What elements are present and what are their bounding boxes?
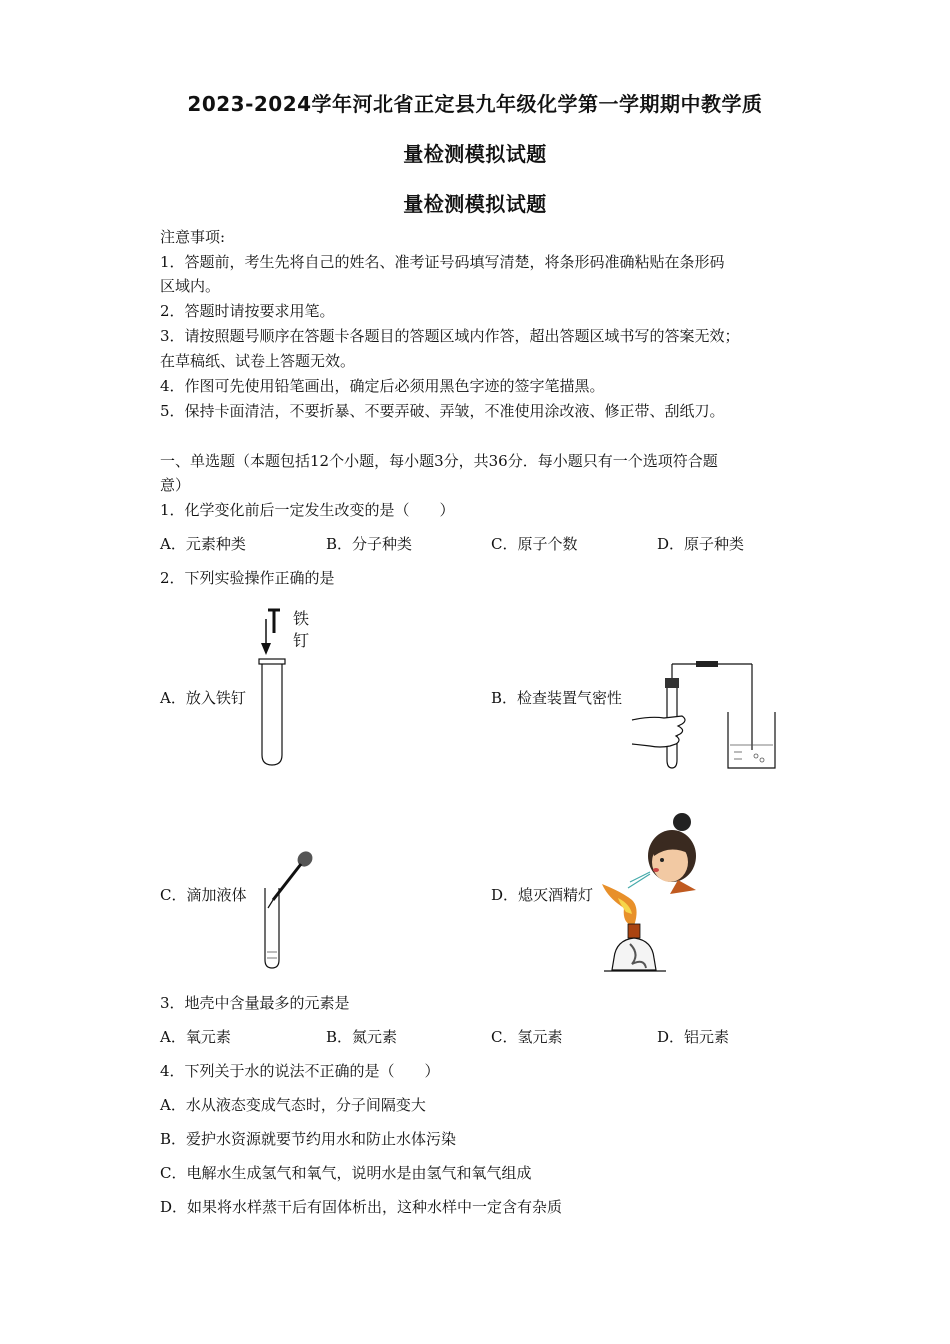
q3-option-d: D．铝元素 (657, 1028, 730, 1046)
q3-option-c: C．氢元素 (491, 1028, 563, 1046)
question-3-stem: 3．地壳中含量最多的元素是 (160, 994, 350, 1012)
q4-option-a: A．水从液态变成气态时，分子间隔变大 (160, 1096, 426, 1114)
dropper-figure (255, 848, 320, 973)
notice-item: 5．保持卡面清洁，不要折暴、不要弄破、弄皱，不准使用涂改液、修正带、刮纸刀。 (160, 402, 725, 420)
q1-option-d: D．原子种类 (657, 535, 745, 553)
q1-option-b: B．分子种类 (326, 535, 413, 553)
page-title-line-1: 2023-2024学年河北省正定县九年级化学第一学期期中教学质 (187, 92, 763, 116)
notice-item: 4．作图可先使用铅笔画出，确定后必须用黑色字迹的签字笔描黑。 (160, 377, 605, 395)
notice-item: 在草稿纸、试卷上答题无效。 (160, 352, 356, 370)
nail-label-char-2: 钉 (292, 631, 309, 650)
notice-item: 区域内。 (160, 277, 221, 295)
page-title-line-3: 量检测模拟试题 (403, 192, 547, 216)
q4-option-b: B．爱护水资源就要节约用水和防止水体污染 (160, 1130, 457, 1148)
q2-option-a-label: A．放入铁钉 (160, 689, 246, 707)
question-4-stem: 4．下列关于水的说法不正确的是（ ） (160, 1062, 440, 1080)
question-2-stem: 2．下列实验操作正确的是 (160, 569, 335, 587)
q2-option-d-label: D．熄灭酒精灯 (491, 886, 594, 904)
page-title-line-2: 量检测模拟试题 (403, 142, 547, 166)
airtightness-apparatus-figure (630, 660, 780, 775)
q3-option-a: A．氧元素 (160, 1028, 231, 1046)
nail-label-char-1: 铁 (292, 609, 309, 628)
alcohol-lamp-blowing-figure (600, 808, 725, 978)
q3-option-b: B．氮元素 (326, 1028, 398, 1046)
notice-heading: 注意事项: (160, 228, 226, 246)
q4-option-d: D．如果将水样蒸干后有固体析出，这种水样中一定含有杂质 (160, 1198, 563, 1216)
q4-option-c: C．电解水生成氢气和氧气，说明水是由氢气和氧气组成 (160, 1164, 532, 1182)
notice-item: 1．答题前，考生先将自己的姓名、准考证号码填写清楚，将条形码准确粘贴在条形码 (160, 253, 725, 271)
question-1-stem: 1．化学变化前后一定发生改变的是（ ） (160, 501, 455, 519)
q1-option-c: C．原子个数 (491, 535, 578, 553)
q1-option-a: A．元素种类 (160, 535, 246, 553)
section-heading-cont: 意） (160, 476, 191, 494)
notice-item: 3．请按照题号顺序在答题卡各题目的答题区域内作答，超出答题区域书写的答案无效； (160, 327, 740, 345)
q2-option-b-label: B．检查装置气密性 (491, 689, 623, 707)
notice-item: 2．答题时请按要求用笔。 (160, 302, 335, 320)
section-heading: 一、单选题（本题包括12个小题，每小题3分，共36分．每小题只有一个选项符合题 (160, 452, 718, 470)
q2-option-c-label: C．滴加液体 (160, 886, 247, 904)
